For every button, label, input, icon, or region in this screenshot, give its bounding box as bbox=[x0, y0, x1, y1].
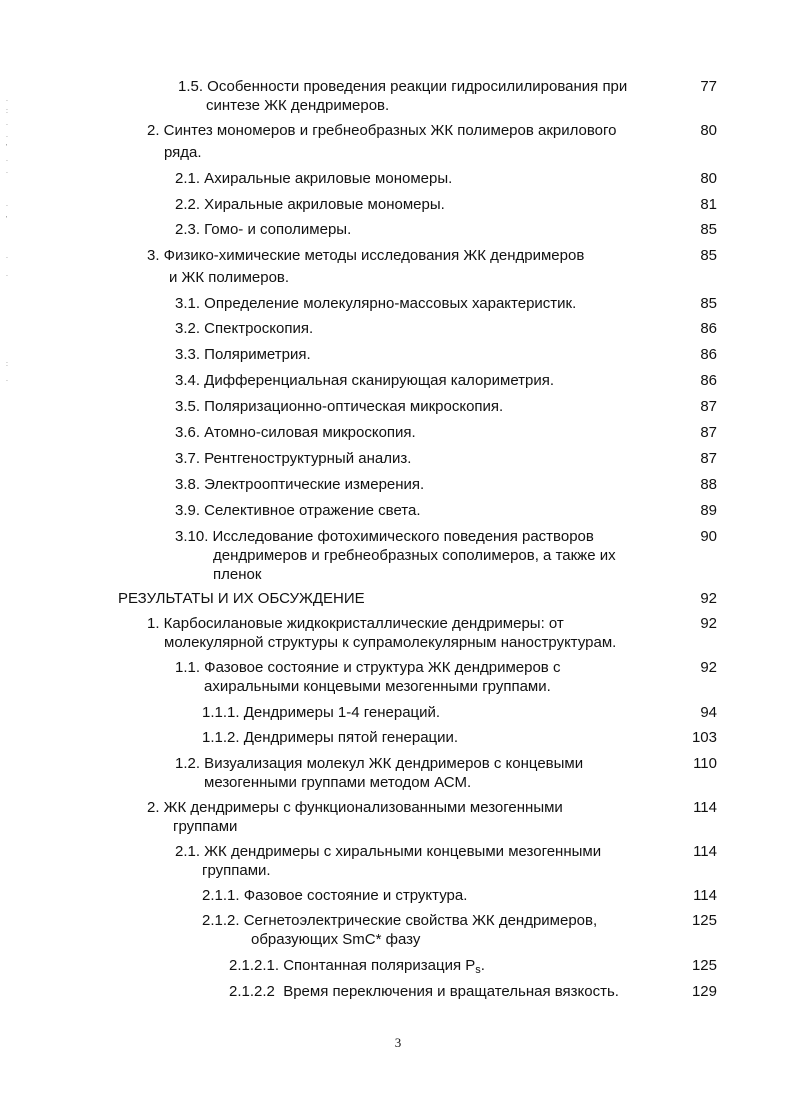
toc-entry-text: 3.10. Исследование фотохимического поведения растворов bbox=[175, 528, 594, 545]
toc-page-number: 94 bbox=[700, 704, 717, 721]
toc-entry-text-cont: ряда. bbox=[164, 144, 202, 161]
page-footer-number: 3 bbox=[394, 1035, 402, 1050]
toc-page-number: 85 bbox=[700, 295, 717, 312]
toc-entry-text-cont: группами bbox=[173, 818, 238, 835]
toc-page-number: 92 bbox=[700, 590, 717, 607]
toc-page-number: 87 bbox=[700, 398, 717, 415]
toc-entry-text-cont: группами. bbox=[202, 862, 271, 879]
toc-entry-text: 2.1.1. Фазовое состояние и структура. bbox=[202, 887, 468, 904]
toc-entry-text: 2. Синтез мономеров и гребнеобразных ЖК полимеров акрилового bbox=[147, 122, 617, 139]
toc-page-number: 103 bbox=[691, 729, 717, 746]
toc-entry-text: 1.2. Визуализация молекул ЖК дендримеров с концевыми bbox=[175, 755, 584, 772]
toc-entry-text: 2. ЖК дендримеры с функционализованными мезогенными bbox=[147, 799, 563, 816]
toc-page-number: 92 bbox=[700, 615, 717, 632]
toc-page-number: 88 bbox=[700, 476, 717, 493]
toc-page-number: 81 bbox=[700, 196, 717, 213]
toc-page-number: 114 bbox=[693, 799, 717, 816]
toc-entry-text: 3.4. Дифференциальная сканирующая калориметрия. bbox=[175, 372, 555, 389]
toc-page-number: 77 bbox=[700, 78, 717, 95]
toc-page-number: 129 bbox=[691, 983, 717, 1000]
toc-page-number: 110 bbox=[693, 755, 717, 772]
toc-page-number: 80 bbox=[700, 170, 717, 187]
toc-page-number: 114 bbox=[693, 887, 717, 904]
toc-page-number: 125 bbox=[691, 957, 717, 974]
toc-entry-text: 3.1. Определение молекулярно-массовых характеристик. bbox=[175, 295, 577, 312]
toc-entry-text-cont: молекулярной структуры к супрамолекулярным наноструктурам. bbox=[164, 634, 617, 651]
toc-entry-text-cont: и ЖК полимеров. bbox=[169, 269, 290, 286]
toc-page-number: 86 bbox=[700, 372, 717, 389]
toc-entry-text: 3.9. Селективное отражение света. bbox=[175, 502, 421, 519]
toc-entry-text: 1.1. Фазовое состояние и структура ЖК дендримеров с bbox=[175, 659, 561, 676]
toc-entry-text: 2.1.2.2 Время переключения и вращательная вязкость. bbox=[229, 983, 619, 1000]
toc-entry-text: 2.1. ЖК дендримеры с хиральными концевыми мезогенными bbox=[175, 843, 602, 860]
toc-entry-text-cont: мезогенными группами методом АСМ. bbox=[204, 774, 472, 791]
toc-entry-text: 2.1.2. Сегнетоэлектрические свойства ЖК дендримеров, bbox=[202, 912, 598, 929]
toc-entry-text: 3.5. Поляризационно-оптическая микроскопия. bbox=[175, 398, 504, 415]
toc-entry-text: 3. Физико-химические методы исследования ЖК дендримеров bbox=[147, 247, 585, 264]
toc-entry-text: 1. Карбосилановые жидкокристаллические дендримеры: от bbox=[147, 615, 564, 632]
toc-entry-text-main: 2.1.2.1. Спонтанная поляризация P bbox=[229, 957, 476, 974]
toc-entry-text: РЕЗУЛЬТАТЫ И ИХ ОБСУЖДЕНИЕ bbox=[118, 590, 365, 607]
toc-page-number: 90 bbox=[700, 528, 717, 545]
toc-entry-text: 2.1. Ахиральные акриловые мономеры. bbox=[175, 170, 453, 187]
toc-page-number: 87 bbox=[700, 424, 717, 441]
toc-entry-text: 1.1.1. Дендримеры 1-4 генераций. bbox=[202, 704, 441, 721]
toc-entry-text-cont: ахиральными концевыми мезогенными группами. bbox=[204, 678, 551, 695]
toc-page-number: 114 bbox=[693, 843, 717, 860]
toc-page-number: 125 bbox=[691, 912, 717, 929]
toc-page-number: 85 bbox=[700, 221, 717, 238]
toc-entry-text-cont: дендримеров и гребнеобразных сополимеров, а также их bbox=[213, 547, 616, 564]
toc-entry-text: 3.3. Поляриметрия. bbox=[175, 346, 311, 363]
toc-page-number: 86 bbox=[700, 346, 717, 363]
toc-entry-text-cont: синтезе ЖК дендримеров. bbox=[206, 97, 390, 114]
margin-scan-marks: . : . . ' . . . ' . . : . bbox=[6, 96, 8, 383]
toc-entry-text: 3.6. Атомно-силовая микроскопия. bbox=[175, 424, 416, 441]
toc-entry-text: 2.2. Хиральные акриловые мономеры. bbox=[175, 196, 445, 213]
toc-entry-text-period: . bbox=[480, 957, 485, 974]
toc-page-number: 86 bbox=[700, 320, 717, 337]
toc-page-number: 85 bbox=[700, 247, 717, 264]
toc-entry-text-cont: образующих SmC* фазу bbox=[251, 931, 421, 948]
toc-entry-text: 3.7. Рентгеноструктурный анализ. bbox=[175, 450, 412, 467]
toc-entry-text-cont: пленок bbox=[213, 566, 262, 583]
toc-entry-text: 3.8. Электрооптические измерения. bbox=[175, 476, 425, 493]
toc-entry-text bbox=[229, 956, 485, 975]
toc-page-number: 92 bbox=[700, 659, 717, 676]
toc-page-number: 80 bbox=[700, 122, 717, 139]
toc-page-number: 87 bbox=[700, 450, 717, 467]
toc-entry-text: 3.2. Спектроскопия. bbox=[175, 320, 314, 337]
toc-entry-text: 1.1.2. Дендримеры пятой генерации. bbox=[202, 729, 459, 746]
toc-entry-text: 1.5. Особенности проведения реакции гидросилилирования при bbox=[178, 78, 628, 95]
toc-page-number: 89 bbox=[700, 502, 717, 519]
toc-entry-text: 2.3. Гомо- и сополимеры. bbox=[175, 221, 352, 238]
subscript-s: s bbox=[475, 964, 481, 976]
